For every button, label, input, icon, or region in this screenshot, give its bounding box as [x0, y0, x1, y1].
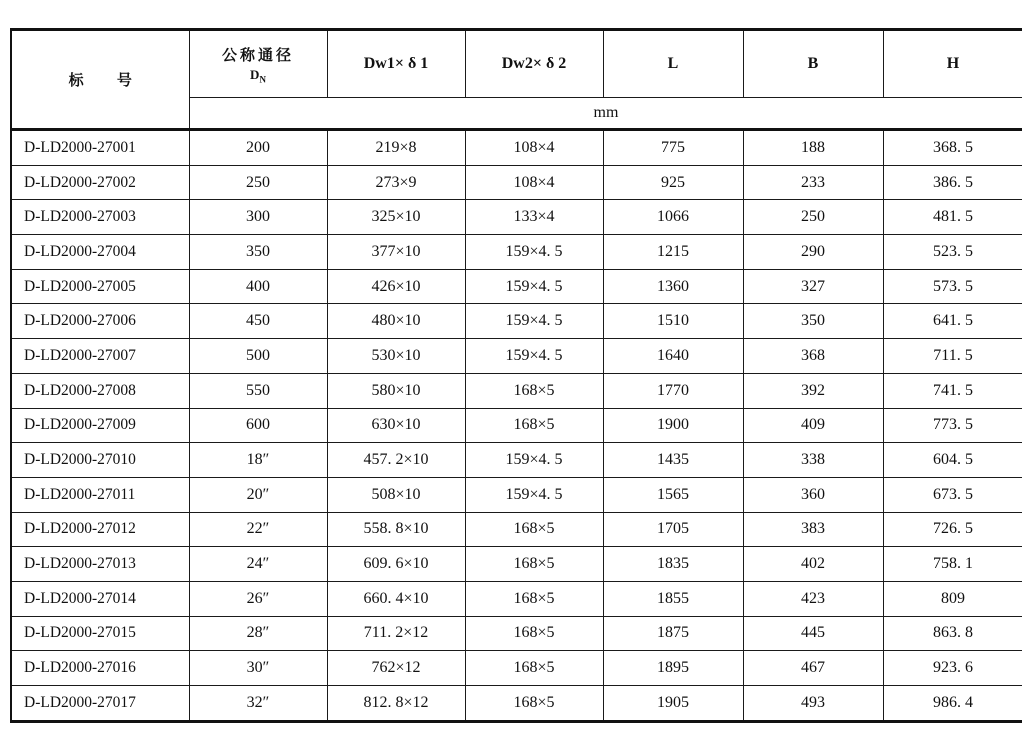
table-row [11, 512, 1022, 547]
cell-b: 327 [743, 269, 883, 304]
cell-h: 641. 5 [883, 304, 1022, 339]
cell-b: 409 [743, 408, 883, 443]
header-b: B [743, 30, 883, 98]
header-nominal-diameter-label: 公称通径 [221, 45, 294, 64]
cell-dw2: 159×4. 5 [465, 235, 603, 270]
table-row [11, 200, 1022, 235]
cell-h: 673. 5 [883, 477, 1022, 512]
cell-dw1: 812. 8×12 [327, 686, 465, 722]
table-row [11, 408, 1022, 443]
cell-l: 775 [603, 130, 743, 166]
cell-dw1: 609. 6×10 [327, 547, 465, 582]
table-row [11, 373, 1022, 408]
cell-nominal-diameter: 18″ [189, 443, 327, 478]
cell-dw2: 168×5 [465, 373, 603, 408]
cell-dw2: 168×5 [465, 547, 603, 582]
table-row [11, 339, 1022, 374]
cell-h: 773. 5 [883, 408, 1022, 443]
table-row [11, 235, 1022, 270]
table-row [11, 304, 1022, 339]
cell-nominal-diameter: 300 [189, 200, 327, 235]
cell-dw2: 108×4 [465, 130, 603, 166]
table-row [11, 581, 1022, 616]
table-row [11, 686, 1022, 722]
cell-nominal-diameter: 400 [189, 269, 327, 304]
table-row [11, 547, 1022, 582]
cell-mark: D-LD2000-27001 [11, 130, 189, 166]
cell-dw2: 168×5 [465, 686, 603, 722]
cell-b: 402 [743, 547, 883, 582]
cell-b: 350 [743, 304, 883, 339]
cell-mark: D-LD2000-27012 [11, 512, 189, 547]
table-row [11, 165, 1022, 200]
cell-dw2: 159×4. 5 [465, 477, 603, 512]
cell-mark: D-LD2000-27016 [11, 651, 189, 686]
table-row [11, 651, 1022, 686]
cell-dw1: 457. 2×10 [327, 443, 465, 478]
cell-h: 741. 5 [883, 373, 1022, 408]
cell-h: 523. 5 [883, 235, 1022, 270]
cell-nominal-diameter: 20″ [189, 477, 327, 512]
table-row [11, 477, 1022, 512]
cell-l: 1215 [603, 235, 743, 270]
cell-dw2: 133×4 [465, 200, 603, 235]
cell-dw2: 168×5 [465, 512, 603, 547]
cell-nominal-diameter: 24″ [189, 547, 327, 582]
cell-b: 338 [743, 443, 883, 478]
header-l: L [603, 30, 743, 98]
cell-nominal-diameter: 350 [189, 235, 327, 270]
cell-h: 573. 5 [883, 269, 1022, 304]
table-header [11, 30, 1022, 130]
cell-dw1: 580×10 [327, 373, 465, 408]
header-unit: mm [189, 98, 1022, 130]
cell-nominal-diameter: 30″ [189, 651, 327, 686]
cell-mark: D-LD2000-27007 [11, 339, 189, 374]
cell-dw2: 159×4. 5 [465, 269, 603, 304]
cell-b: 423 [743, 581, 883, 616]
header-row [11, 30, 1022, 98]
cell-nominal-diameter: 200 [189, 130, 327, 166]
cell-l: 1640 [603, 339, 743, 374]
cell-nominal-diameter: 600 [189, 408, 327, 443]
cell-dw1: 273×9 [327, 165, 465, 200]
cell-nominal-diameter: 22″ [189, 512, 327, 547]
header-h: H [883, 30, 1022, 98]
cell-l: 1895 [603, 651, 743, 686]
cell-h: 986. 4 [883, 686, 1022, 722]
cell-mark: D-LD2000-27003 [11, 200, 189, 235]
spec-table [10, 28, 1022, 723]
header-dw1: Dw1× δ 1 [327, 30, 465, 98]
table-body [11, 130, 1022, 722]
cell-l: 1875 [603, 616, 743, 651]
cell-h: 711. 5 [883, 339, 1022, 374]
cell-dw1: 660. 4×10 [327, 581, 465, 616]
cell-h: 481. 5 [883, 200, 1022, 235]
cell-b: 467 [743, 651, 883, 686]
cell-b: 392 [743, 373, 883, 408]
cell-b: 290 [743, 235, 883, 270]
cell-h: 604. 5 [883, 443, 1022, 478]
cell-h: 758. 1 [883, 547, 1022, 582]
header-nominal-diameter [189, 30, 327, 98]
table-row [11, 269, 1022, 304]
cell-dw2: 168×5 [465, 408, 603, 443]
cell-dw2: 159×4. 5 [465, 339, 603, 374]
cell-dw1: 377×10 [327, 235, 465, 270]
table-row [11, 443, 1022, 478]
cell-b: 233 [743, 165, 883, 200]
cell-h: 809 [883, 581, 1022, 616]
cell-mark: D-LD2000-27009 [11, 408, 189, 443]
cell-l: 1565 [603, 477, 743, 512]
cell-mark: D-LD2000-27010 [11, 443, 189, 478]
cell-l: 1855 [603, 581, 743, 616]
cell-l: 1510 [603, 304, 743, 339]
cell-l: 1905 [603, 686, 743, 722]
cell-mark: D-LD2000-27011 [11, 477, 189, 512]
cell-mark: D-LD2000-27008 [11, 373, 189, 408]
cell-nominal-diameter: 450 [189, 304, 327, 339]
cell-dw2: 168×5 [465, 616, 603, 651]
cell-mark: D-LD2000-27014 [11, 581, 189, 616]
cell-mark: D-LD2000-27015 [11, 616, 189, 651]
cell-nominal-diameter: 500 [189, 339, 327, 374]
cell-b: 360 [743, 477, 883, 512]
cell-mark: D-LD2000-27005 [11, 269, 189, 304]
cell-dw1: 630×10 [327, 408, 465, 443]
cell-mark: D-LD2000-27006 [11, 304, 189, 339]
cell-l: 1770 [603, 373, 743, 408]
cell-l: 1705 [603, 512, 743, 547]
header-dn-symbol: $D_N$ [250, 66, 266, 85]
cell-h: 863. 8 [883, 616, 1022, 651]
cell-nominal-diameter: 32″ [189, 686, 327, 722]
cell-nominal-diameter: 26″ [189, 581, 327, 616]
cell-mark: D-LD2000-27002 [11, 165, 189, 200]
cell-nominal-diameter: 250 [189, 165, 327, 200]
cell-dw1: 480×10 [327, 304, 465, 339]
header-dw2: Dw2× δ 2 [465, 30, 603, 98]
table-row [11, 616, 1022, 651]
cell-dw2: 168×5 [465, 651, 603, 686]
cell-l: 1360 [603, 269, 743, 304]
cell-b: 445 [743, 616, 883, 651]
cell-h: 386. 5 [883, 165, 1022, 200]
cell-l: 1435 [603, 443, 743, 478]
cell-dw1: 426×10 [327, 269, 465, 304]
cell-dw1: 558. 8×10 [327, 512, 465, 547]
cell-b: 250 [743, 200, 883, 235]
cell-l: 1900 [603, 408, 743, 443]
cell-b: 188 [743, 130, 883, 166]
cell-nominal-diameter: 28″ [189, 616, 327, 651]
cell-dw1: 508×10 [327, 477, 465, 512]
cell-dw1: 219×8 [327, 130, 465, 166]
cell-l: 925 [603, 165, 743, 200]
cell-l: 1066 [603, 200, 743, 235]
table-row [11, 130, 1022, 166]
cell-h: 726. 5 [883, 512, 1022, 547]
cell-nominal-diameter: 550 [189, 373, 327, 408]
cell-b: 383 [743, 512, 883, 547]
cell-b: 368 [743, 339, 883, 374]
cell-l: 1835 [603, 547, 743, 582]
cell-mark: D-LD2000-27013 [11, 547, 189, 582]
cell-dw1: 325×10 [327, 200, 465, 235]
cell-b: 493 [743, 686, 883, 722]
cell-h: 368. 5 [883, 130, 1022, 166]
cell-h: 923. 6 [883, 651, 1022, 686]
cell-mark: D-LD2000-27017 [11, 686, 189, 722]
cell-dw2: 159×4. 5 [465, 443, 603, 478]
cell-mark: D-LD2000-27004 [11, 235, 189, 270]
cell-dw2: 108×4 [465, 165, 603, 200]
cell-dw2: 168×5 [465, 581, 603, 616]
cell-dw1: 762×12 [327, 651, 465, 686]
header-mark: 标 号 [11, 30, 189, 130]
cell-dw1: 530×10 [327, 339, 465, 374]
cell-dw1: 711. 2×12 [327, 616, 465, 651]
cell-dw2: 159×4. 5 [465, 304, 603, 339]
